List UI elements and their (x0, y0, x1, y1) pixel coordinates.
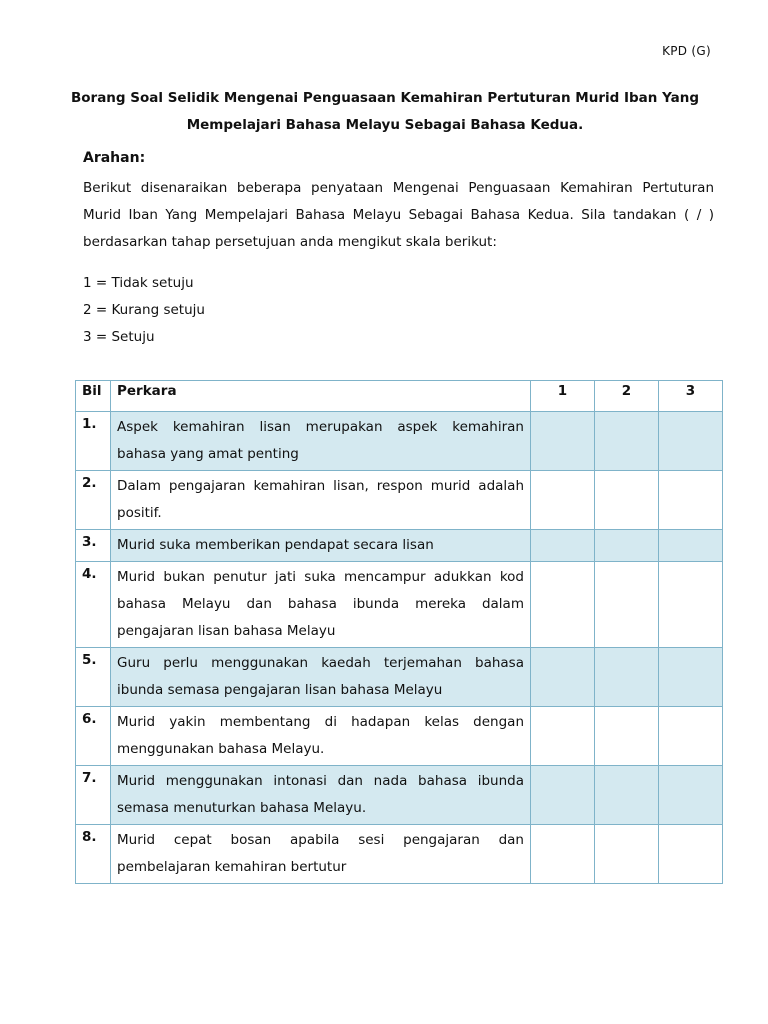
rating-cell-1[interactable] (531, 530, 595, 562)
rating-cell-3[interactable] (659, 825, 723, 884)
rating-cell-1[interactable] (531, 562, 595, 648)
table-row (76, 707, 723, 766)
rating-cell-3[interactable] (659, 766, 723, 825)
rating-scale (83, 270, 205, 351)
rating-cell-1[interactable] (531, 766, 595, 825)
rating-cell-1[interactable] (531, 825, 595, 884)
header-perkara: Perkara (111, 381, 531, 412)
rating-cell-3[interactable] (659, 648, 723, 707)
row-statement: Guru perlu menggunakan kaedah terjemahan bahasa ibunda semasa pengajaran lisan bahasa Melayu (111, 648, 531, 707)
rating-cell-3[interactable] (659, 412, 723, 471)
row-number: 1. (76, 412, 111, 471)
rating-cell-3[interactable] (659, 562, 723, 648)
rating-cell-3[interactable] (659, 707, 723, 766)
title-line-1: Borang Soal Selidik Mengenai Penguasaan Kemahiran Pertuturan Murid Iban Yang (70, 90, 700, 106)
rating-cell-2[interactable] (595, 766, 659, 825)
rating-cell-1[interactable] (531, 412, 595, 471)
table-row (76, 562, 723, 648)
row-number: 5. (76, 648, 111, 707)
rating-cell-2[interactable] (595, 471, 659, 530)
row-number: 6. (76, 707, 111, 766)
table-row (76, 471, 723, 530)
rating-cell-3[interactable] (659, 471, 723, 530)
header-bil: Bil (76, 381, 111, 412)
instructions-text: Berikut disenaraikan beberapa penyataan Mengenai Penguasaan Kemahiran Pertuturan Murid Iban Yang Mempelajari Bahasa Melayu Sebagai Bahasa Kedua. Sila tandakan ( / ) berdasarkan tahap persetujuan anda mengikut skala berikut: (83, 180, 714, 250)
row-number: 4. (76, 562, 111, 648)
row-number: 2. (76, 471, 111, 530)
survey-table (75, 380, 723, 884)
rating-cell-2[interactable] (595, 412, 659, 471)
instructions-heading: Arahan: (83, 150, 146, 166)
row-statement: Dalam pengajaran kemahiran lisan, respon murid adalah positif. (111, 471, 531, 530)
scale-item-2: 2 = Kurang setuju (83, 302, 205, 318)
header-scale-1: 1 (531, 381, 595, 412)
table-header-row (76, 381, 723, 412)
title-line-2: Mempelajari Bahasa Melayu Sebagai Bahasa Kedua. (186, 117, 584, 133)
rating-cell-3[interactable] (659, 530, 723, 562)
row-statement: Murid cepat bosan apabila sesi pengajaran dan pembelajaran kemahiran bertutur (111, 825, 531, 884)
table-row (76, 766, 723, 825)
table-row (76, 412, 723, 471)
rating-cell-2[interactable] (595, 648, 659, 707)
header-scale-2: 2 (595, 381, 659, 412)
rating-cell-2[interactable] (595, 707, 659, 766)
row-statement: Murid bukan penutur jati suka mencampur adukkan kod bahasa Melayu dan bahasa ibunda mereka dalam pengajaran lisan bahasa Melayu (111, 562, 531, 648)
rating-cell-2[interactable] (595, 530, 659, 562)
row-number: 3. (76, 530, 111, 562)
table-row (76, 825, 723, 884)
row-statement: Murid yakin membentang di hadapan kelas dengan menggunakan bahasa Melayu. (111, 707, 531, 766)
document-title (60, 85, 710, 139)
table-row (76, 530, 723, 562)
table-row (76, 648, 723, 707)
rating-cell-2[interactable] (595, 562, 659, 648)
rating-cell-2[interactable] (595, 825, 659, 884)
row-number: 7. (76, 766, 111, 825)
row-statement: Aspek kemahiran lisan merupakan aspek kemahiran bahasa yang amat penting (111, 412, 531, 471)
rating-cell-1[interactable] (531, 471, 595, 530)
row-statement: Murid suka memberikan pendapat secara lisan (111, 530, 531, 562)
scale-item-3: 3 = Setuju (83, 329, 155, 345)
document-code: KPD (G) (662, 44, 711, 58)
rating-cell-1[interactable] (531, 648, 595, 707)
rating-cell-1[interactable] (531, 707, 595, 766)
header-scale-3: 3 (659, 381, 723, 412)
scale-item-1: 1 = Tidak setuju (83, 275, 194, 291)
row-number: 8. (76, 825, 111, 884)
row-statement: Murid menggunakan intonasi dan nada bahasa ibunda semasa menuturkan bahasa Melayu. (111, 766, 531, 825)
